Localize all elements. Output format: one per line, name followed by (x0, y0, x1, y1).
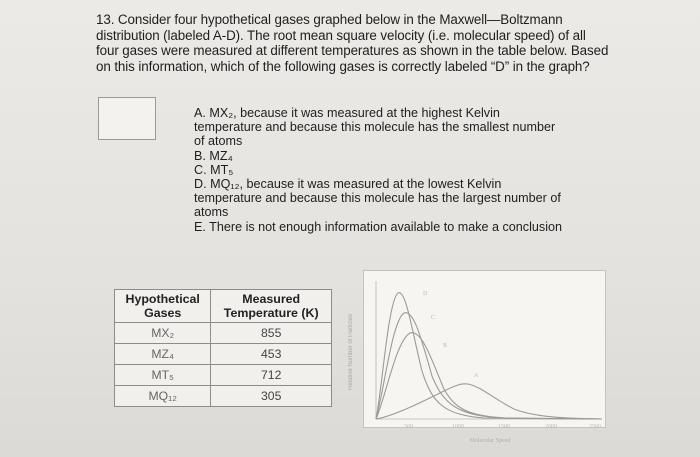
option-a-continued: temperature and because this molecule has the smallest number (194, 120, 556, 135)
header-gases-line1: Hypothetical (125, 292, 200, 306)
table-row (115, 386, 332, 407)
curve-label-d: D (423, 291, 428, 297)
table-row (115, 344, 332, 365)
table-row (115, 323, 332, 344)
curve-label-b: B (443, 343, 448, 349)
option-c-text: C. MT₅ (194, 162, 234, 177)
option-b[interactable] (194, 149, 589, 163)
option-a[interactable] (194, 106, 589, 149)
curve-d (376, 293, 602, 419)
answer-options (194, 106, 589, 234)
header-temp-line1: Measured (242, 292, 301, 306)
question-line: 13. Consider four hypothetical gases graphed below in the Maxwell—Boltzmann (96, 12, 563, 27)
table-row (115, 365, 332, 386)
option-e-text: E. There is not enough information available to make a conclusion (194, 219, 563, 234)
gas-cell: MT₅ (115, 365, 211, 386)
curve-label-c: C (431, 315, 436, 321)
temperature-cell: 453 (211, 344, 332, 365)
x-tick-label: 2500 (589, 424, 601, 430)
question-line: on this information, which of the following gases is correctly labeled “D” in the graph? (96, 58, 590, 74)
graph-x-axis-label: Molecular Speed (469, 438, 511, 444)
maxwell-boltzmann-graph (363, 270, 606, 428)
curve-b (376, 333, 602, 419)
question-text (96, 12, 641, 74)
gas-cell: MX₂ (115, 323, 211, 344)
curve-label-a: A (474, 373, 479, 379)
option-d[interactable] (194, 177, 589, 220)
gas-temperature-table (114, 289, 332, 407)
option-d-continued: atoms (194, 205, 229, 220)
answer-input-box[interactable] (98, 97, 156, 140)
graph-y-axis-label: Relative Number of Particles (348, 313, 354, 391)
header-temperature (211, 290, 332, 323)
gas-cell: MZ₄ (115, 344, 211, 365)
question-line: distribution (labeled A-D). The root mean square velocity (i.e. molecular speed) of all (96, 27, 586, 43)
header-gases (115, 290, 211, 323)
distribution-curves (364, 271, 605, 427)
temperature-cell: 712 (211, 365, 332, 386)
option-e[interactable] (194, 220, 589, 234)
option-b-text: B. MZ₄ (194, 148, 233, 163)
x-tick-label: 1500 (498, 424, 510, 430)
option-a-continued: of atoms (194, 134, 243, 149)
temperature-cell: 855 (211, 323, 332, 344)
option-a-text: A. MX₂, because it was measured at the highest Kelvin (194, 106, 500, 120)
option-c[interactable] (194, 163, 589, 177)
option-d-text: D. MQ₁₂, because it was measured at the lowest Kelvin (194, 177, 502, 192)
curve-c (376, 313, 602, 419)
gas-cell: MQ₁₂ (115, 386, 211, 407)
x-tick-label: 2000 (545, 424, 557, 430)
header-temp-line2: Temperature (K) (223, 306, 319, 320)
question-line: four gases were measured at different temperatures as shown in the table below. Based (96, 43, 609, 59)
header-gases-line2: Gases (144, 306, 182, 320)
curve-a (376, 384, 602, 419)
x-tick-label: 500 (404, 424, 413, 430)
table-header-row (115, 290, 332, 323)
option-d-continued: temperature and because this molecule has the largest number of (194, 191, 561, 206)
temperature-cell: 305 (211, 386, 332, 407)
x-tick-label: 1000 (452, 424, 464, 430)
